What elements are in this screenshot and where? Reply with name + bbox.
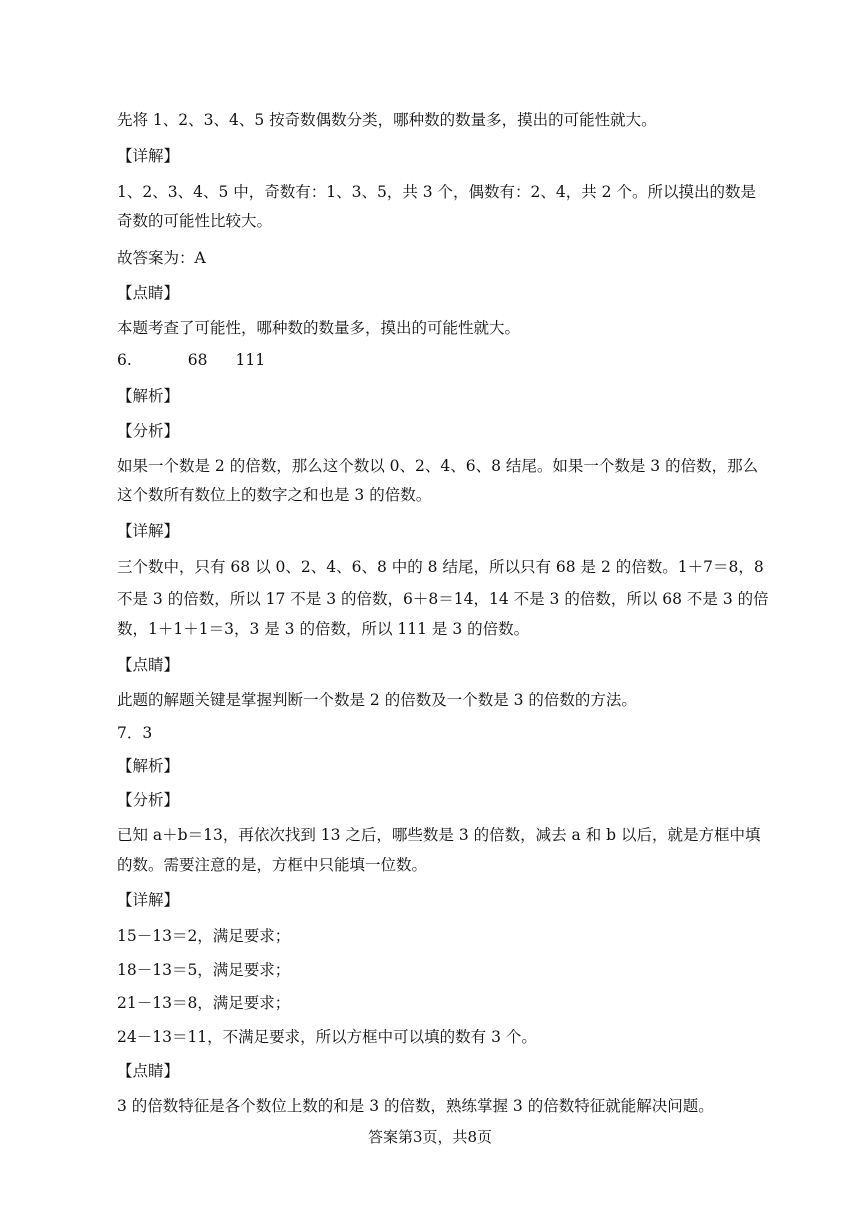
question-7-answer-line: 7．3 <box>117 724 153 742</box>
analysis-text-q5: 先将 1、2、3、4、5 按奇数偶数分类，哪种数的数量多，摸出的可能性就大。 <box>117 111 657 129</box>
page-footer: 答案第3页，共8页 <box>367 1128 493 1146</box>
heading-comment: 【点睛】 <box>117 1062 180 1080</box>
question-6-answer-line <box>117 350 757 370</box>
detail-text-q6-line2: 不是 3 的倍数，所以 17 不是 3 的倍数，6＋8＝14，14 不是 3 的倍数，所以 68 不是 3 的倍 <box>117 590 769 608</box>
answer-text-q5: 故答案为：A <box>117 249 206 267</box>
heading-detail: 【详解】 <box>117 147 180 165</box>
answer-value-2: 111 <box>235 351 266 369</box>
heading-analysis: 【分析】 <box>117 422 180 440</box>
detail-text-q6-line1: 三个数中，只有 68 以 0、2、4、6、8 中的 8 结尾，所以只有 68 是 2 的倍数。1＋7＝8，8 <box>117 558 764 576</box>
comment-text-q5: 本题考查了可能性，哪种数的数量多，摸出的可能性就大。 <box>117 319 521 337</box>
heading-detail: 【详解】 <box>117 891 180 909</box>
heading-comment: 【点睛】 <box>117 284 180 302</box>
calc-line-3: 21－13＝8，满足要求； <box>117 994 291 1012</box>
analysis-text-q7-line2: 的数。需要注意的是，方框中只能填一位数。 <box>117 856 428 874</box>
calc-line-4: 24－13＝11，不满足要求，所以方框中可以填的数有 3 个。 <box>117 1028 537 1046</box>
detail-text-q5-line1: 1、2、3、4、5 中，奇数有：1、3、5，共 3 个，偶数有：2、4，共 2 个。所以摸出的数是 <box>117 183 756 201</box>
detail-text-q6-line3: 数，1＋1＋1＝3，3 是 3 的倍数，所以 111 是 3 的倍数。 <box>117 620 530 638</box>
heading-solution: 【解析】 <box>117 757 180 775</box>
analysis-text-q6-line2: 这个数所有数位上的数字之和也是 3 的倍数。 <box>117 486 432 504</box>
question-number: 6. <box>117 351 132 369</box>
answer-value-1: 68 <box>187 351 208 369</box>
detail-text-q5-line2: 奇数的可能性比较大。 <box>117 212 273 230</box>
heading-solution: 【解析】 <box>117 387 180 405</box>
heading-comment: 【点睛】 <box>117 656 180 674</box>
calc-line-2: 18－13＝5，满足要求； <box>117 961 291 979</box>
comment-text-q7: 3 的倍数特征是各个数位上数的和是 3 的倍数，熟练掌握 3 的倍数特征就能解决问题。 <box>117 1097 714 1115</box>
heading-analysis: 【分析】 <box>117 791 180 809</box>
analysis-text-q7-line1: 已知 a＋b＝13，再依次找到 13 之后，哪些数是 3 的倍数，减去 a 和 b 以后，就是方框中填 <box>117 826 761 844</box>
heading-detail: 【详解】 <box>117 522 180 540</box>
analysis-text-q6-line1: 如果一个数是 2 的倍数，那么这个数以 0、2、4、6、8 结尾。如果一个数是 3 的倍数，那么 <box>117 457 759 475</box>
calc-line-1: 15－13＝2，满足要求； <box>117 927 291 945</box>
comment-text-q6: 此题的解题关键是掌握判断一个数是 2 的倍数及一个数是 3 的倍数的方法。 <box>117 691 637 709</box>
